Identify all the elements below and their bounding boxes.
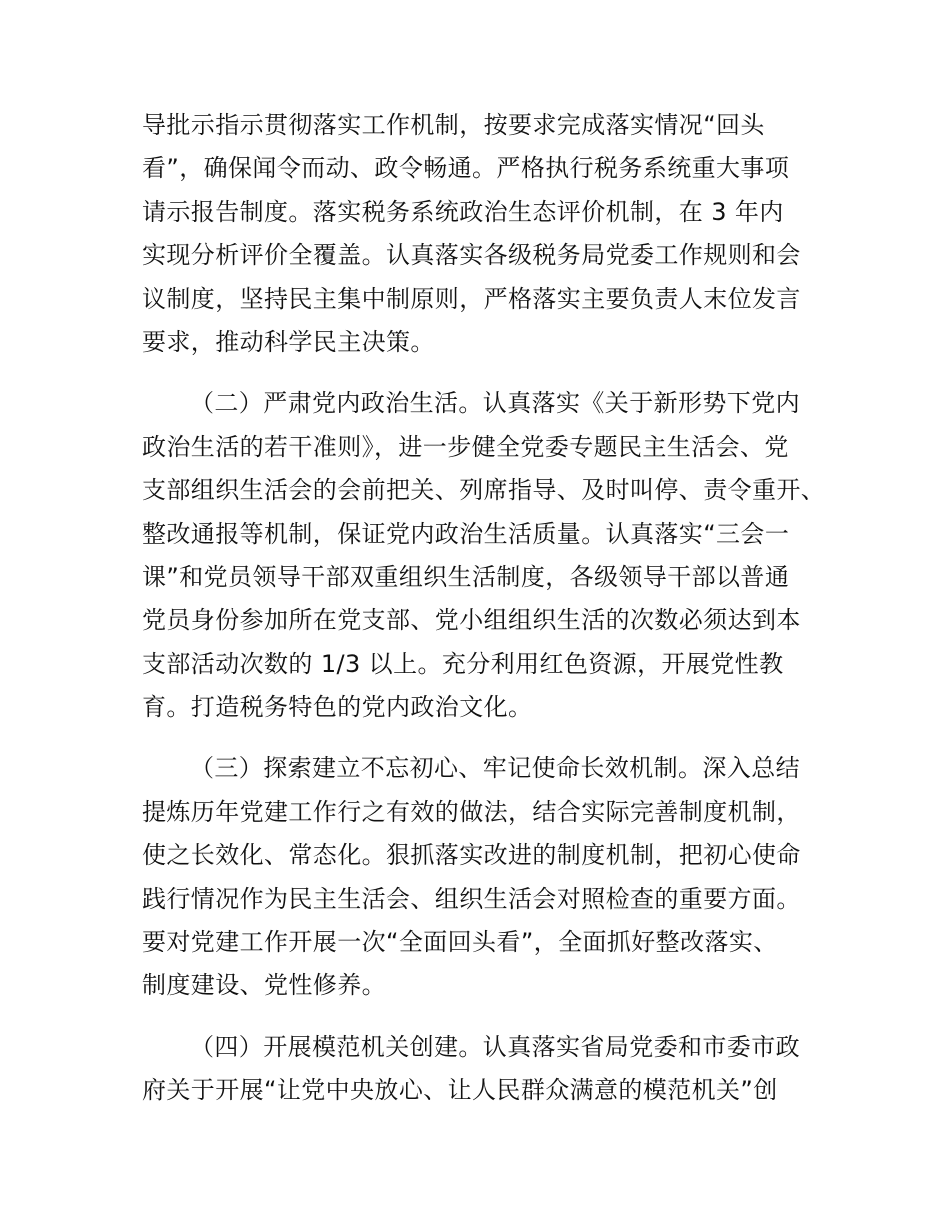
paragraph-1: [142, 104, 822, 364]
paragraph-2: [142, 382, 826, 729]
text-line: 制度建设、党性修养。: [142, 971, 386, 1000]
text-line: 请示报告制度。落实税务系统政治生态评价机制，在 3 年内: [142, 197, 784, 226]
text-line: （三）探索建立不忘初心、牢记使命长效机制。深入总结: [190, 754, 800, 783]
text-line: 看”，确保闻令而动、政令畅通。严格执行税务系统重大事项: [142, 154, 790, 183]
text-line: 府关于开展“让党中央放心、让人民群众满意的模范机关”创: [142, 1076, 778, 1105]
text-line: 要求，推动科学民主决策。: [142, 327, 435, 356]
text-line: 议制度，坚持民主集中制原则，严格落实主要负责人末位发言: [142, 284, 801, 313]
text-line: 支部活动次数的 1/3 以上。充分利用红色资源，开展党性教: [142, 649, 784, 678]
text-line: （四）开展模范机关创建。认真落实省局党委和市委市政: [190, 1032, 800, 1061]
text-line: 践行情况作为民主生活会、组织生活会对照检查的重要方面。: [142, 884, 801, 913]
paragraph-3: [142, 747, 822, 1007]
text-line: 实现分析评价全覆盖。认真落实各级税务局党委工作规则和会: [142, 241, 801, 270]
text-line: （二）严肃党内政治生活。认真落实《关于新形势下党内: [190, 389, 800, 418]
paragraph-4: [142, 1026, 822, 1113]
text-line: 政治生活的若干准则》，进一步健全党委专题民主生活会、党: [142, 432, 789, 461]
text-line: 整改通报等机制，保证党内政治生活质量。认真落实“三会一: [142, 519, 790, 548]
text-line: 导批示指示贯彻落实工作机制，按要求完成落实情况“回头: [142, 111, 765, 139]
document-body: [142, 104, 826, 1131]
text-line: 支部组织生活会的会前把关、列席指导、及时叫停、责令重开、: [142, 476, 826, 505]
text-line: 提炼历年党建工作行之有效的做法，结合实际完善制度机制，: [142, 797, 801, 826]
text-line: 课”和党员领导干部双重组织生活制度，各级领导干部以普通: [142, 562, 790, 591]
text-line: 党员身份参加所在党支部、党小组组织生活的次数必须达到本: [142, 606, 801, 635]
text-line: 使之长效化、常态化。狠抓落实改进的制度机制，把初心使命: [142, 841, 801, 870]
text-line: 育。打造税务特色的党内政治文化。: [142, 693, 533, 722]
text-line: 要对党建工作开展一次“全面回头看”，全面抓好整改落实、: [142, 928, 778, 957]
